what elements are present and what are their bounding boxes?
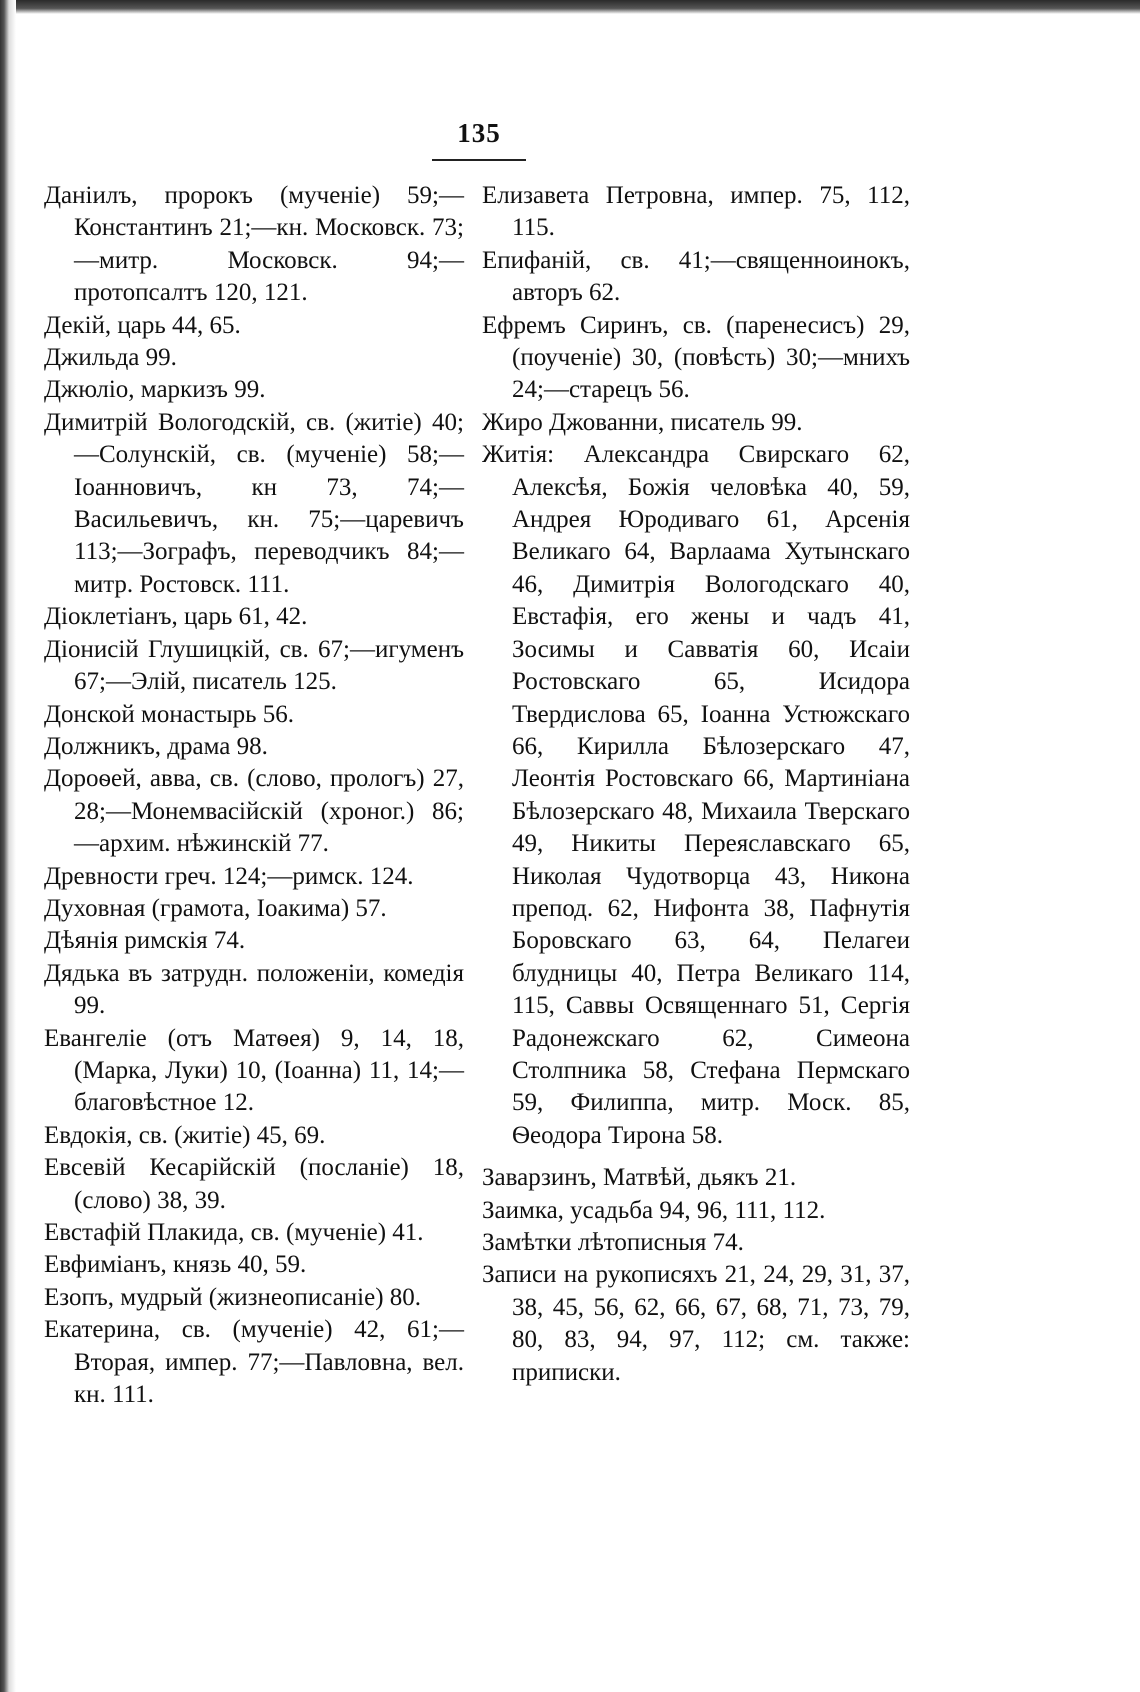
- index-entry: Жиро Джованни, писатель 99.: [482, 408, 803, 436]
- index-entry: Донской монастырь 56.: [44, 700, 295, 728]
- scan-left-edge: [0, 0, 16, 1692]
- index-entry: Дѣянія римскія 74.: [44, 927, 246, 955]
- index-entry: Евсевій Кесарійскій (посланіе) 18, (слово) 38, 39.: [44, 1154, 464, 1214]
- index-entry: Декій, царь 44, 65.: [44, 311, 241, 339]
- index-entry: Димитрій Вологодскій, св. (житіе) 40;—Солунскій, св. (мученіе) 58;—Іоанновичъ, кн 73, 74;—Васильевичъ, кн. 75;—царевичъ 113;—Зографъ, переводчикъ 84;—митр. Ростовск. 111.: [44, 408, 464, 598]
- index-entry: Епифаній, св. 41;—священноинокъ, авторъ 62.: [482, 246, 910, 307]
- index-entry: Езопъ, мудрый (жизнеописаніе) 80.: [44, 1283, 422, 1311]
- index-entry: Діоклетіанъ, царь 61, 42.: [44, 603, 308, 631]
- index-entry: Дороѳей, авва, св. (слово, прологъ) 27, 28;—Монемвасійскій (хроног.) 86;—архим. нѣжинскій 77.: [44, 765, 464, 858]
- index-entry: Евстафій Плакида, св. (мученіе) 41.: [44, 1219, 424, 1246]
- index-entry: Ефремъ Сиринъ, св. (паренесисъ) 29, (поученіе) 30, (повѣсть) 30;—мнихъ 24;—старецъ 56.: [482, 311, 910, 404]
- index-entry: Духовная (грамота, Іоакима) 57.: [44, 894, 387, 922]
- index-entry: Елизавета Петровна, импер. 75, 112, 115.: [482, 182, 910, 242]
- index-entry: Заимка, усадьба 94, 96, 111, 112.: [482, 1196, 826, 1224]
- index-entry: Заварзинъ, Матвѣй, дьякъ 21.: [482, 1164, 797, 1192]
- index-entry: Должникъ, драма 98.: [44, 732, 268, 760]
- index-entry: Евангеліе (отъ Матѳея) 9, 14, 18, (Марка, Луки) 10, (Іоанна) 11, 14;—благовѣстное 12.: [44, 1024, 464, 1117]
- index-entry: Діонисій Глушицкій, св. 67;—игуменъ 67;—Элій, писатель 125.: [44, 635, 464, 696]
- index-entry: Джильда 99.: [44, 344, 177, 372]
- index-entry: Житія: Александра Свирскаго 62, Алексѣя, Божія человѣка 40, 59, Андрея Юродиваго 61, Арсенія Великаго 64, Варлаама Хутынскаго 46, Димитрія Вологодскаго 40, Евстафія, его жены и чадъ 41, Зосимы и Савватія 60, Исаіи Ростовскаго 65, Исидора Твердислова 65, Іоанна Устюжскаго 66, Кирилла Бѣлозерскаго 47, Леонтія Ростовскаго 66, Мартиніана Бѣлозерскаго 48, Михаила Тверскаго 49, Никиты Переяславскаго 65, Николая Чудотворца 43, Никона препод. 62, Нифонта 38, Пафнутія Боровскаго 63, 64, Пелагеи блудницы 40, Петра Великаго 114, 115, Саввы Освященнаго 51, Сергія Радонежскаго 62, Симеона Столпника 58, Стефана Пермскаго 59, Филиппа, митр. Моск. 85, Ѳеодора Тирона 58.: [482, 441, 910, 1149]
- index-entry: Древности греч. 124;—римск. 124.: [44, 862, 414, 890]
- index-entry: Даніилъ, пророкъ (мученіе) 59;—Константинъ 21;—кн. Московск. 73;—митр. Московск. 94;—протопсалтъ 120, 121.: [44, 182, 464, 307]
- index-entry: Записи на рукописяхъ 21, 24, 29, 31, 37, 38, 45, 56, 62, 66, 67, 68, 71, 73, 79, 80, 83, 94, 97, 112; см. также: приписки.: [482, 1261, 910, 1386]
- index-entry: Замѣтки лѣтописныя 74.: [482, 1229, 744, 1256]
- index-entry: Евфиміанъ, князь 40, 59.: [44, 1251, 307, 1279]
- index-column-left: [44, 180, 464, 1411]
- index-column-right: [482, 180, 910, 1389]
- page-number: 135: [432, 118, 526, 161]
- index-entry: Екатерина, св. (мученіе) 42, 61;—Вторая, импер. 77;—Павловна, вел. кн. 111.: [44, 1316, 464, 1409]
- scan-top-edge: [0, 0, 1140, 14]
- index-entry: Дядька въ затрудн. положеніи, комедія 99.: [44, 959, 464, 1020]
- index-entry: Джюліо, маркизъ 99.: [44, 376, 266, 404]
- index-entry: Евдокія, св. (житіе) 45, 69.: [44, 1121, 326, 1149]
